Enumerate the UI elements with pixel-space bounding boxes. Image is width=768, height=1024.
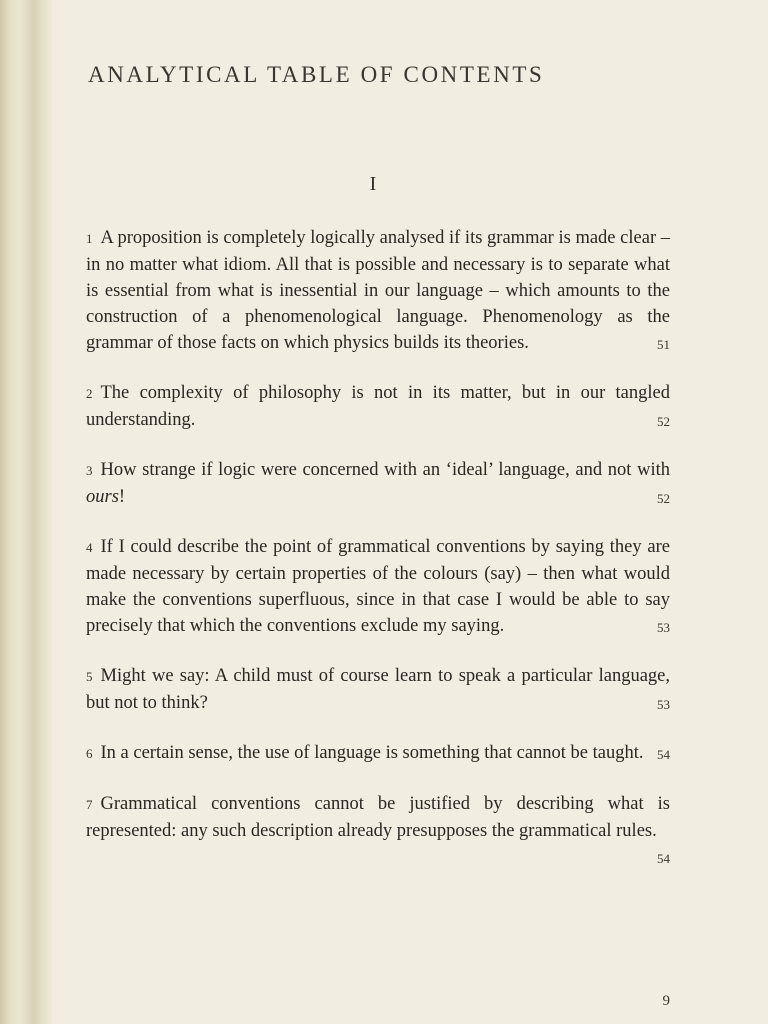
entry-page-number: 53 — [657, 697, 670, 712]
entry-text-end: ! — [118, 487, 126, 507]
contents-entry — [86, 534, 670, 639]
entry-number: 7 — [86, 797, 93, 812]
entry-number: 5 — [86, 669, 93, 684]
entry-page-number: 53 — [657, 620, 670, 635]
entry-text-italic: ours — [86, 487, 119, 507]
entry-number: 1 — [86, 231, 93, 246]
entry-page-number: 54 — [657, 747, 670, 762]
contents-entry — [86, 225, 670, 356]
entry-number: 6 — [86, 746, 93, 761]
entry-text: Might we say: A child must of course learn to speak a particular language, but not to think? — [86, 666, 670, 713]
entry-page-number: 52 — [657, 414, 670, 429]
contents-entry — [86, 740, 670, 767]
contents-entry — [86, 380, 670, 433]
entry-text: Grammatical conventions cannot be justified by describing what is represented: any such description already presupposes the grammatical rules. — [86, 794, 670, 841]
contents-list — [86, 225, 670, 874]
entry-number: 2 — [86, 386, 93, 401]
book-page — [52, 0, 768, 1024]
entry-page-number: 52 — [657, 491, 670, 506]
entry-text: The complexity of philosophy is not in its matter, but in our tangled understanding. — [86, 383, 670, 430]
entry-number: 4 — [86, 540, 93, 555]
entry-text: In a certain sense, the use of language is something that cannot be taught. — [100, 743, 644, 763]
entry-text: How strange if logic were concerned with an ‘ideal’ language, and not with — [100, 460, 670, 480]
entry-page-number: 51 — [657, 337, 670, 352]
contents-entry — [86, 791, 670, 866]
page-folio: 9 — [662, 993, 670, 1009]
page-title: ANALYTICAL TABLE OF CONTENTS — [88, 62, 545, 87]
section-numeral: I — [369, 173, 377, 195]
entry-text: If I could describe the point of grammatical conventions by saying they are made necessary by certain properties of the colours (say) – then what would make the conventions superfluous, since in that case I would be able to say precisely that which the conventions exclude my saying. — [86, 537, 670, 636]
entry-text: A proposition is completely logically analysed if its grammar is made clear – in no matter what idiom. All that is possible and necessary is to separate what is essential from what is inessential in our language – which amounts to the construction of a phenomenological language. Phenomenology as the grammar of those facts on which physics builds its theories. — [86, 228, 670, 353]
entry-page-number: 54 — [657, 851, 670, 866]
contents-entry — [86, 457, 670, 510]
page-edges — [0, 0, 52, 1024]
contents-entry — [86, 663, 670, 716]
entry-number: 3 — [86, 463, 93, 478]
